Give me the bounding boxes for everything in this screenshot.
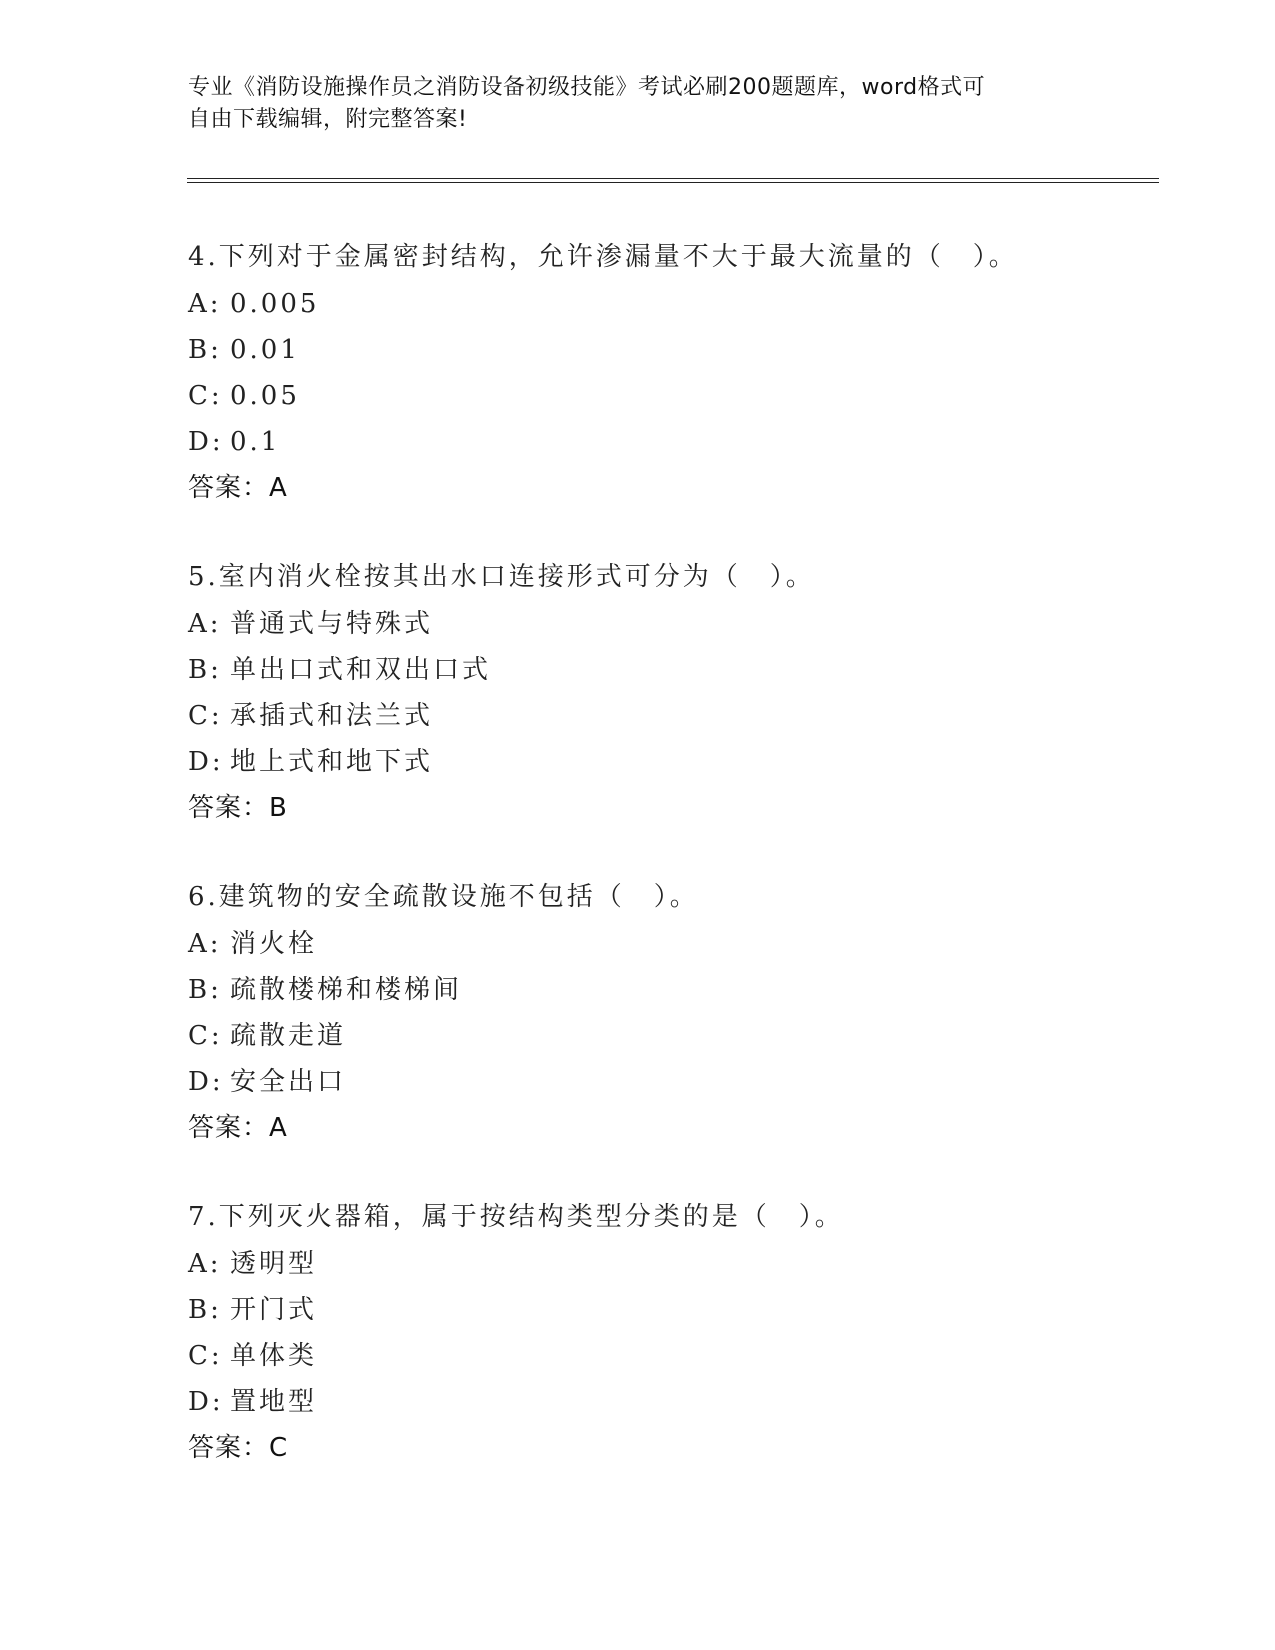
question-stem: 7.下列灭火器箱，属于按结构类型分类的是（ ）。 [188,1202,844,1232]
question-block [188,233,1148,553]
option-text: 置地型 [230,1387,318,1417]
option-c [188,693,1148,739]
option-a [188,601,1148,647]
option-letter: D: [188,427,224,457]
option-letter: A: [188,1249,222,1279]
option-text: 承插式和法兰式 [230,701,434,731]
question-block [188,873,1148,1193]
option-a [188,281,1148,327]
header-line-1: 专业《消防设施操作员之消防设备初级技能》考试必刷200题题库，word格式可 [188,75,986,100]
question-stem: 6.建筑物的安全疏散设施不包括（ ）。 [188,882,699,912]
document-header [188,72,1068,136]
question-stem: 5.室内消火栓按其出水口连接形式可分为（ ）。 [188,562,815,592]
option-d [188,1379,1148,1425]
option-letter: B: [188,655,222,685]
option-text: 0.005 [230,289,320,319]
option-letter: B: [188,335,222,365]
header-divider [187,178,1159,183]
answer-line: 答案：C [188,1433,289,1463]
option-letter: B: [188,1295,222,1325]
option-c [188,1333,1148,1379]
option-text: 0.01 [230,335,300,365]
option-letter: C: [188,701,223,731]
answer-line: 答案：A [188,473,288,503]
option-letter: A: [188,609,222,639]
option-b [188,647,1148,693]
option-letter: C: [188,1341,223,1371]
option-d [188,1059,1148,1105]
header-line-2: 自由下载编辑，附完整答案! [188,107,468,132]
answer-line: 答案：B [188,793,288,823]
option-text: 普通式与特殊式 [230,609,434,639]
option-letter: C: [188,1021,223,1051]
answer-line: 答案：A [188,1113,288,1143]
option-text: 开门式 [230,1295,318,1325]
option-text: 单体类 [230,1341,318,1371]
option-text: 地上式和地下式 [230,747,434,777]
option-text: 消火栓 [230,929,318,959]
option-letter: B: [188,975,222,1005]
question-block [188,553,1148,873]
option-a [188,1241,1148,1287]
option-text: 疏散走道 [230,1021,347,1051]
option-b [188,327,1148,373]
option-a [188,921,1148,967]
option-text: 疏散楼梯和楼梯间 [230,975,463,1005]
option-text: 透明型 [230,1249,318,1279]
option-letter: D: [188,1067,224,1097]
option-text: 单出口式和双出口式 [230,655,492,685]
option-letter: A: [188,929,222,959]
option-letter: D: [188,747,224,777]
option-text: 0.05 [230,381,300,411]
option-b [188,1287,1148,1333]
option-letter: D: [188,1387,224,1417]
question-list [188,233,1148,1513]
question-stem: 4.下列对于金属密封结构，允许渗漏量不大于最大流量的（ ）。 [188,242,1018,272]
option-c [188,373,1148,419]
option-text: 0.1 [230,427,281,457]
option-letter: A: [188,289,222,319]
option-letter: C: [188,381,223,411]
option-text: 安全出口 [230,1067,347,1097]
option-c [188,1013,1148,1059]
option-d [188,419,1148,465]
question-block [188,1193,1148,1513]
option-b [188,967,1148,1013]
option-d [188,739,1148,785]
